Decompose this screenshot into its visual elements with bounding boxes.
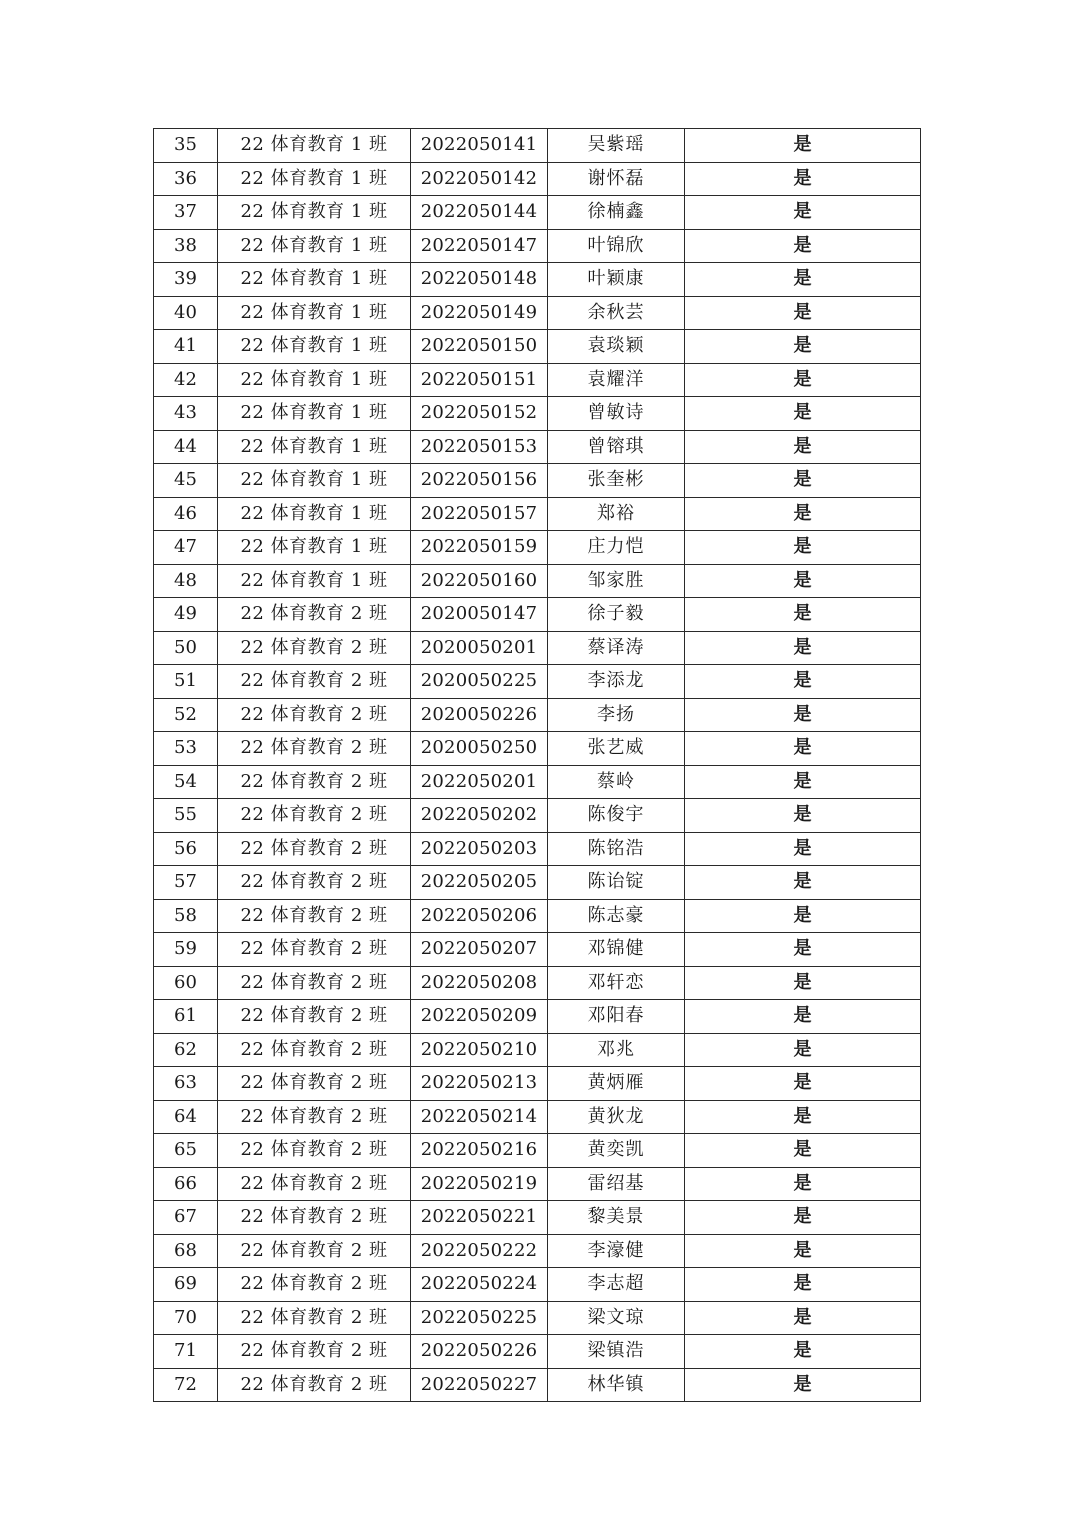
status-flag-cell: 是	[685, 899, 921, 933]
table-row	[154, 1100, 921, 1134]
table-row	[154, 1234, 921, 1268]
class-name-cell: 22 体育教育 2 班	[218, 832, 411, 866]
class-name-cell: 22 体育教育 2 班	[218, 598, 411, 632]
student-name-cell: 黎美景	[548, 1201, 685, 1235]
student-id-cell: 2022050208	[411, 966, 548, 1000]
table-row	[154, 196, 921, 230]
student-name-cell: 徐子毅	[548, 598, 685, 632]
student-name-cell: 张艺威	[548, 732, 685, 766]
student-name-cell: 陈铭浩	[548, 832, 685, 866]
table-row	[154, 698, 921, 732]
student-id-cell: 2022050152	[411, 397, 548, 431]
table-row	[154, 765, 921, 799]
student-id-cell: 2020050201	[411, 631, 548, 665]
table-row	[154, 866, 921, 900]
student-id-cell: 2022050206	[411, 899, 548, 933]
row-number-cell: 63	[154, 1067, 218, 1101]
student-name-cell: 雷绍基	[548, 1167, 685, 1201]
student-id-cell: 2022050205	[411, 866, 548, 900]
class-name-cell: 22 体育教育 1 班	[218, 296, 411, 330]
row-number-cell: 71	[154, 1335, 218, 1369]
class-name-cell: 22 体育教育 2 班	[218, 899, 411, 933]
status-flag-cell: 是	[685, 129, 921, 163]
row-number-cell: 66	[154, 1167, 218, 1201]
status-flag-cell: 是	[685, 765, 921, 799]
student-id-cell: 2022050156	[411, 464, 548, 498]
student-id-cell: 2022050227	[411, 1368, 548, 1402]
student-id-cell: 2022050144	[411, 196, 548, 230]
row-number-cell: 41	[154, 330, 218, 364]
row-number-cell: 38	[154, 229, 218, 263]
student-id-cell: 2022050159	[411, 531, 548, 565]
student-name-cell: 郑裕	[548, 497, 685, 531]
row-number-cell: 44	[154, 430, 218, 464]
student-id-cell: 2022050157	[411, 497, 548, 531]
class-name-cell: 22 体育教育 2 班	[218, 799, 411, 833]
row-number-cell: 36	[154, 162, 218, 196]
row-number-cell: 57	[154, 866, 218, 900]
table-row	[154, 799, 921, 833]
status-flag-cell: 是	[685, 363, 921, 397]
row-number-cell: 46	[154, 497, 218, 531]
status-flag-cell: 是	[685, 732, 921, 766]
class-name-cell: 22 体育教育 2 班	[218, 1301, 411, 1335]
class-name-cell: 22 体育教育 1 班	[218, 397, 411, 431]
status-flag-cell: 是	[685, 1301, 921, 1335]
class-name-cell: 22 体育教育 2 班	[218, 1368, 411, 1402]
row-number-cell: 62	[154, 1033, 218, 1067]
roster-table-body	[154, 129, 921, 1402]
table-row	[154, 229, 921, 263]
class-name-cell: 22 体育教育 1 班	[218, 430, 411, 464]
class-name-cell: 22 体育教育 1 班	[218, 497, 411, 531]
student-name-cell: 叶锦欣	[548, 229, 685, 263]
table-row	[154, 129, 921, 163]
student-id-cell: 2022050202	[411, 799, 548, 833]
table-row	[154, 162, 921, 196]
row-number-cell: 61	[154, 1000, 218, 1034]
table-row	[154, 1033, 921, 1067]
table-row	[154, 966, 921, 1000]
student-name-cell: 黄狄龙	[548, 1100, 685, 1134]
row-number-cell: 45	[154, 464, 218, 498]
class-name-cell: 22 体育教育 1 班	[218, 531, 411, 565]
student-id-cell: 2022050150	[411, 330, 548, 364]
class-name-cell: 22 体育教育 2 班	[218, 1067, 411, 1101]
class-name-cell: 22 体育教育 2 班	[218, 1268, 411, 1302]
student-name-cell: 黄炳雁	[548, 1067, 685, 1101]
student-name-cell: 徐楠鑫	[548, 196, 685, 230]
row-number-cell: 54	[154, 765, 218, 799]
row-number-cell: 56	[154, 832, 218, 866]
row-number-cell: 42	[154, 363, 218, 397]
status-flag-cell: 是	[685, 564, 921, 598]
class-name-cell: 22 体育教育 1 班	[218, 363, 411, 397]
row-number-cell: 37	[154, 196, 218, 230]
table-row	[154, 1000, 921, 1034]
status-flag-cell: 是	[685, 196, 921, 230]
student-name-cell: 蔡岭	[548, 765, 685, 799]
row-number-cell: 68	[154, 1234, 218, 1268]
row-number-cell: 51	[154, 665, 218, 699]
student-id-cell: 2022050207	[411, 933, 548, 967]
student-id-cell: 2022050213	[411, 1067, 548, 1101]
student-name-cell: 袁耀洋	[548, 363, 685, 397]
student-id-cell: 2022050224	[411, 1268, 548, 1302]
student-name-cell: 邓轩恋	[548, 966, 685, 1000]
student-name-cell: 梁文琼	[548, 1301, 685, 1335]
class-name-cell: 22 体育教育 1 班	[218, 464, 411, 498]
status-flag-cell: 是	[685, 665, 921, 699]
class-name-cell: 22 体育教育 2 班	[218, 1201, 411, 1235]
class-name-cell: 22 体育教育 2 班	[218, 1100, 411, 1134]
class-name-cell: 22 体育教育 2 班	[218, 866, 411, 900]
status-flag-cell: 是	[685, 1134, 921, 1168]
row-number-cell: 60	[154, 966, 218, 1000]
table-row	[154, 732, 921, 766]
status-flag-cell: 是	[685, 296, 921, 330]
student-id-cell: 2022050209	[411, 1000, 548, 1034]
status-flag-cell: 是	[685, 229, 921, 263]
student-name-cell: 邓兆	[548, 1033, 685, 1067]
status-flag-cell: 是	[685, 1268, 921, 1302]
status-flag-cell: 是	[685, 1234, 921, 1268]
row-number-cell: 55	[154, 799, 218, 833]
student-name-cell: 蔡译涛	[548, 631, 685, 665]
student-name-cell: 陈志豪	[548, 899, 685, 933]
table-row	[154, 1067, 921, 1101]
status-flag-cell: 是	[685, 698, 921, 732]
class-name-cell: 22 体育教育 2 班	[218, 1167, 411, 1201]
student-id-cell: 2022050160	[411, 564, 548, 598]
class-name-cell: 22 体育教育 2 班	[218, 698, 411, 732]
student-name-cell: 曾敏诗	[548, 397, 685, 431]
table-row	[154, 1201, 921, 1235]
class-name-cell: 22 体育教育 2 班	[218, 1134, 411, 1168]
status-flag-cell: 是	[685, 1000, 921, 1034]
table-row	[154, 832, 921, 866]
student-name-cell: 黄奕凯	[548, 1134, 685, 1168]
row-number-cell: 59	[154, 933, 218, 967]
class-name-cell: 22 体育教育 1 班	[218, 196, 411, 230]
table-row	[154, 263, 921, 297]
table-row	[154, 1335, 921, 1369]
table-row	[154, 1167, 921, 1201]
status-flag-cell: 是	[685, 1201, 921, 1235]
student-name-cell: 邹家胜	[548, 564, 685, 598]
status-flag-cell: 是	[685, 933, 921, 967]
student-name-cell: 邓锦健	[548, 933, 685, 967]
class-name-cell: 22 体育教育 2 班	[218, 732, 411, 766]
row-number-cell: 49	[154, 598, 218, 632]
class-name-cell: 22 体育教育 1 班	[218, 129, 411, 163]
table-row	[154, 296, 921, 330]
student-id-cell: 2022050210	[411, 1033, 548, 1067]
status-flag-cell: 是	[685, 1167, 921, 1201]
class-name-cell: 22 体育教育 1 班	[218, 330, 411, 364]
status-flag-cell: 是	[685, 397, 921, 431]
class-name-cell: 22 体育教育 2 班	[218, 966, 411, 1000]
student-name-cell: 吴紫瑶	[548, 129, 685, 163]
row-number-cell: 53	[154, 732, 218, 766]
status-flag-cell: 是	[685, 1100, 921, 1134]
student-id-cell: 2022050142	[411, 162, 548, 196]
row-number-cell: 43	[154, 397, 218, 431]
student-id-cell: 2022050141	[411, 129, 548, 163]
status-flag-cell: 是	[685, 1368, 921, 1402]
table-row	[154, 1268, 921, 1302]
table-row	[154, 464, 921, 498]
student-name-cell: 庄力恺	[548, 531, 685, 565]
student-id-cell: 2020050226	[411, 698, 548, 732]
status-flag-cell: 是	[685, 966, 921, 1000]
student-id-cell: 2020050225	[411, 665, 548, 699]
student-name-cell: 李志超	[548, 1268, 685, 1302]
status-flag-cell: 是	[685, 430, 921, 464]
table-row	[154, 430, 921, 464]
student-id-cell: 2022050219	[411, 1167, 548, 1201]
row-number-cell: 39	[154, 263, 218, 297]
row-number-cell: 70	[154, 1301, 218, 1335]
student-name-cell: 叶颖康	[548, 263, 685, 297]
row-number-cell: 48	[154, 564, 218, 598]
student-name-cell: 梁镇浩	[548, 1335, 685, 1369]
student-name-cell: 陈诒锭	[548, 866, 685, 900]
student-id-cell: 2020050147	[411, 598, 548, 632]
student-id-cell: 2022050151	[411, 363, 548, 397]
status-flag-cell: 是	[685, 162, 921, 196]
student-id-cell: 2022050149	[411, 296, 548, 330]
class-name-cell: 22 体育教育 2 班	[218, 765, 411, 799]
student-id-cell: 2022050148	[411, 263, 548, 297]
table-row	[154, 933, 921, 967]
table-row	[154, 665, 921, 699]
status-flag-cell: 是	[685, 497, 921, 531]
class-name-cell: 22 体育教育 2 班	[218, 1000, 411, 1034]
student-name-cell: 李扬	[548, 698, 685, 732]
student-name-cell: 李添龙	[548, 665, 685, 699]
status-flag-cell: 是	[685, 799, 921, 833]
row-number-cell: 50	[154, 631, 218, 665]
student-id-cell: 2020050250	[411, 732, 548, 766]
table-row	[154, 564, 921, 598]
student-name-cell: 陈俊宇	[548, 799, 685, 833]
table-row	[154, 1301, 921, 1335]
table-row	[154, 330, 921, 364]
row-number-cell: 47	[154, 531, 218, 565]
table-row	[154, 631, 921, 665]
student-id-cell: 2022050201	[411, 765, 548, 799]
status-flag-cell: 是	[685, 263, 921, 297]
status-flag-cell: 是	[685, 464, 921, 498]
table-row	[154, 397, 921, 431]
status-flag-cell: 是	[685, 531, 921, 565]
student-name-cell: 袁琰颖	[548, 330, 685, 364]
student-id-cell: 2022050221	[411, 1201, 548, 1235]
table-row	[154, 497, 921, 531]
row-number-cell: 52	[154, 698, 218, 732]
row-number-cell: 67	[154, 1201, 218, 1235]
status-flag-cell: 是	[685, 1033, 921, 1067]
row-number-cell: 65	[154, 1134, 218, 1168]
student-id-cell: 2022050216	[411, 1134, 548, 1168]
table-row	[154, 363, 921, 397]
status-flag-cell: 是	[685, 866, 921, 900]
class-name-cell: 22 体育教育 1 班	[218, 564, 411, 598]
class-name-cell: 22 体育教育 1 班	[218, 263, 411, 297]
student-name-cell: 曾镕琪	[548, 430, 685, 464]
table-row	[154, 1368, 921, 1402]
student-name-cell: 李濠健	[548, 1234, 685, 1268]
student-id-cell: 2022050203	[411, 832, 548, 866]
student-id-cell: 2022050214	[411, 1100, 548, 1134]
student-name-cell: 张奎彬	[548, 464, 685, 498]
student-id-cell: 2022050147	[411, 229, 548, 263]
status-flag-cell: 是	[685, 1335, 921, 1369]
table-row	[154, 1134, 921, 1168]
student-name-cell: 林华镇	[548, 1368, 685, 1402]
student-id-cell: 2022050225	[411, 1301, 548, 1335]
table-row	[154, 598, 921, 632]
status-flag-cell: 是	[685, 330, 921, 364]
status-flag-cell: 是	[685, 832, 921, 866]
row-number-cell: 58	[154, 899, 218, 933]
class-name-cell: 22 体育教育 2 班	[218, 1335, 411, 1369]
row-number-cell: 64	[154, 1100, 218, 1134]
table-row	[154, 531, 921, 565]
student-name-cell: 余秋芸	[548, 296, 685, 330]
row-number-cell: 35	[154, 129, 218, 163]
student-id-cell: 2022050226	[411, 1335, 548, 1369]
row-number-cell: 40	[154, 296, 218, 330]
class-name-cell: 22 体育教育 2 班	[218, 1033, 411, 1067]
student-id-cell: 2022050222	[411, 1234, 548, 1268]
student-roster-table	[153, 128, 921, 1402]
status-flag-cell: 是	[685, 631, 921, 665]
table-row	[154, 899, 921, 933]
class-name-cell: 22 体育教育 1 班	[218, 162, 411, 196]
status-flag-cell: 是	[685, 1067, 921, 1101]
status-flag-cell: 是	[685, 598, 921, 632]
class-name-cell: 22 体育教育 2 班	[218, 1234, 411, 1268]
class-name-cell: 22 体育教育 1 班	[218, 229, 411, 263]
student-id-cell: 2022050153	[411, 430, 548, 464]
student-name-cell: 邓阳春	[548, 1000, 685, 1034]
class-name-cell: 22 体育教育 2 班	[218, 631, 411, 665]
row-number-cell: 69	[154, 1268, 218, 1302]
class-name-cell: 22 体育教育 2 班	[218, 665, 411, 699]
class-name-cell: 22 体育教育 2 班	[218, 933, 411, 967]
student-name-cell: 谢怀磊	[548, 162, 685, 196]
row-number-cell: 72	[154, 1368, 218, 1402]
